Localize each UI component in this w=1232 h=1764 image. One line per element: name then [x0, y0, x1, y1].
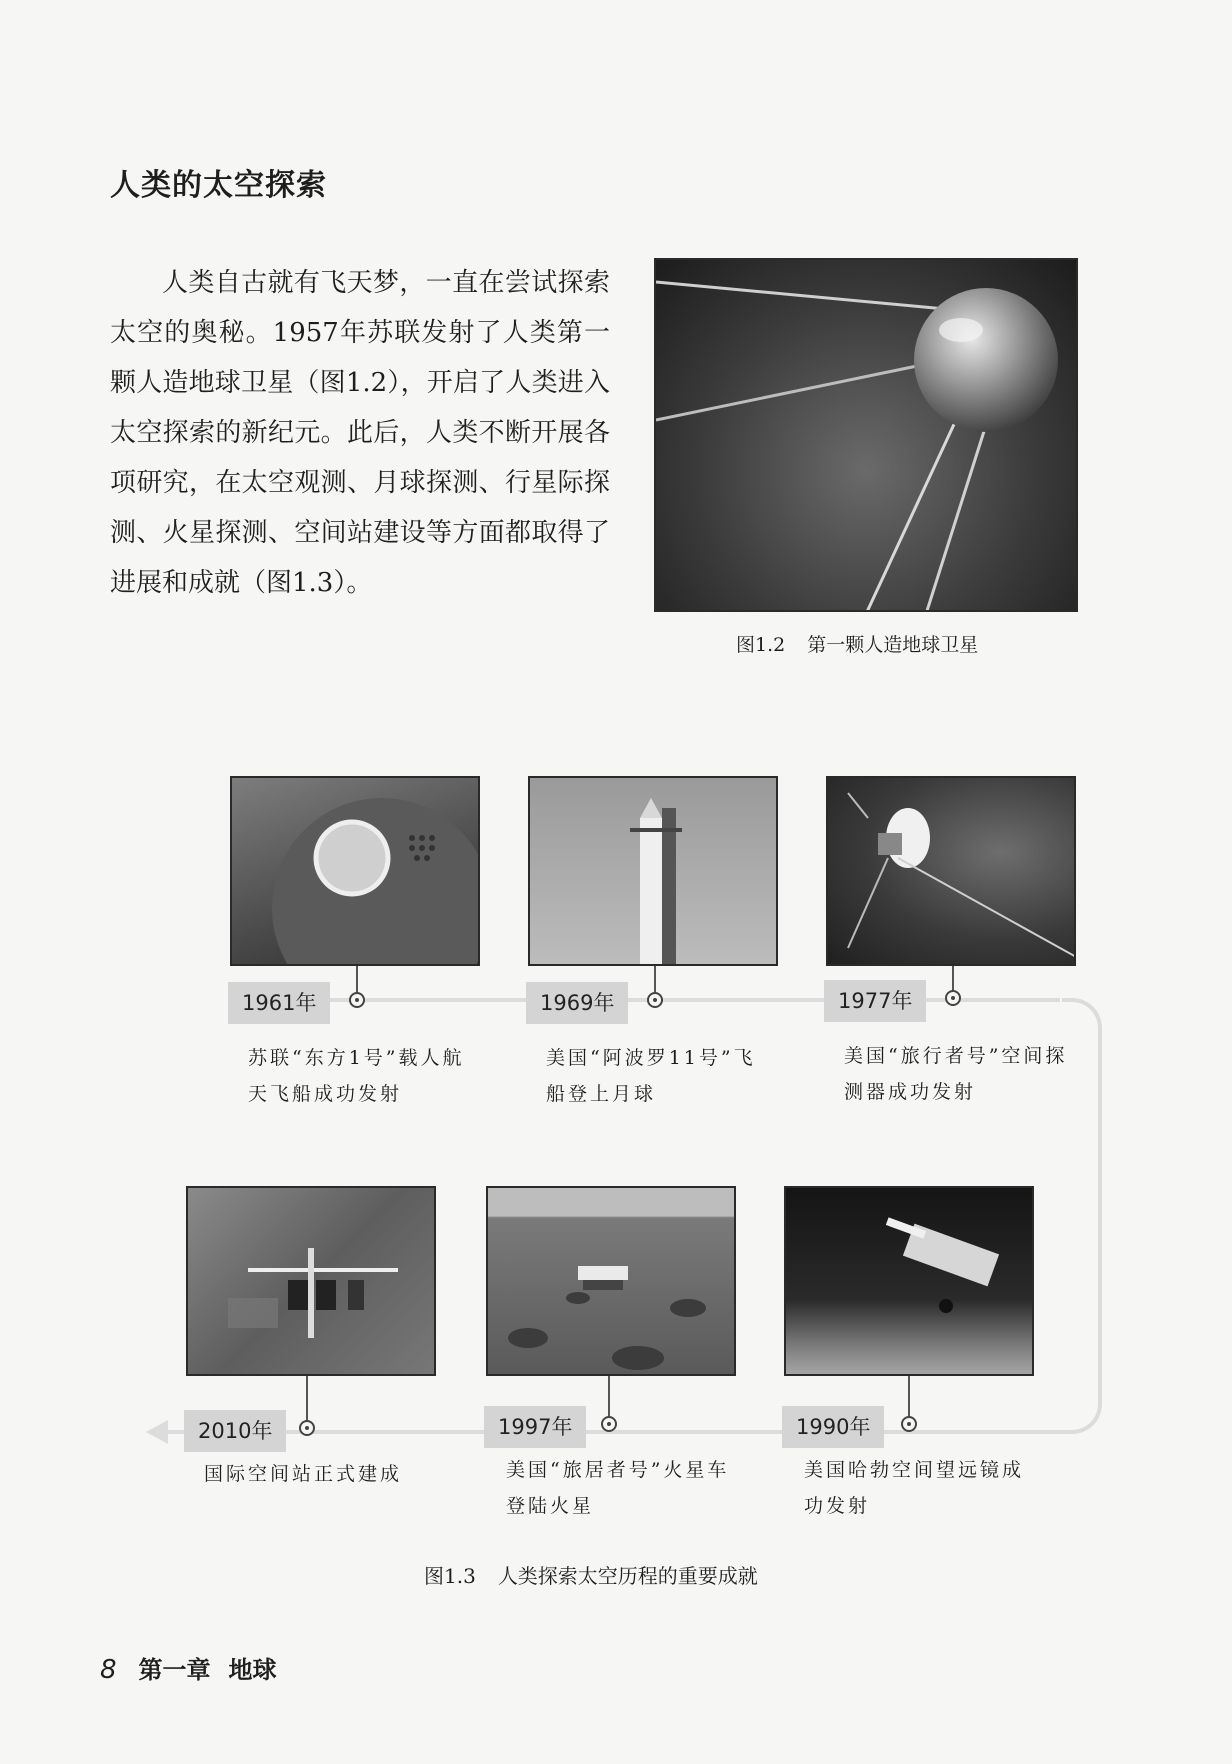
year-tag-1977: 1977年 [824, 980, 926, 1022]
capsule-illustration [232, 778, 480, 966]
figure-1-3-number: 图1.3 [424, 1564, 476, 1588]
figure-1-2-text: 第一颗人造地球卫星 [807, 634, 979, 656]
chapter-title: 地球 [228, 1656, 277, 1684]
year-tag-1990: 1990年 [782, 1406, 884, 1448]
sputnik-photo [654, 258, 1078, 612]
apollo-launch-photo [528, 776, 778, 966]
event-text-1969: 美国“阿波罗11号”飞船登上月球 [546, 1047, 756, 1105]
page-footer [100, 1650, 277, 1685]
stem-1969 [654, 966, 656, 992]
year-tag-1969: 1969年 [526, 982, 628, 1024]
event-text-1997: 美国“旅居者号”火星车登陆火星 [506, 1459, 730, 1517]
chapter-label: 第一章 [138, 1656, 211, 1684]
timeline-track-right [1098, 1034, 1102, 1394]
section-title: 人类的太空探索 [110, 168, 327, 203]
figure-1-2-caption [736, 630, 978, 657]
node-1997 [601, 1416, 617, 1432]
node-1961 [349, 992, 365, 1008]
body-paragraph: 人类自古就有飞天梦，一直在尝试探索太空的奥秘。1957年苏联发射了人类第一颗人造地球卫星（图1.2），开启了人类进入太空探索的新纪元。此后，人类不断开展各项研究，在太空观测、月球探测、行星际探测、火星探测、空间站建设等方面都取得了进展和成就（图1.3）。 [110, 268, 610, 598]
telescope-illustration [786, 1188, 1034, 1376]
sojourner-photo [486, 1186, 736, 1376]
event-text-1961: 苏联“东方1号”载人航天飞船成功发射 [248, 1047, 465, 1105]
event-text-2010: 国际空间站正式建成 [204, 1463, 403, 1485]
station-illustration [188, 1188, 436, 1376]
stem-1997 [608, 1376, 610, 1416]
node-1990 [901, 1416, 917, 1432]
event-text-1977: 美国“旅行者号”空间探测器成功发射 [844, 1045, 1068, 1103]
page-number: 8 [100, 1655, 117, 1685]
sputnik-satellite-illustration [656, 260, 1078, 612]
figure-1-2-number: 图1.2 [736, 634, 786, 656]
node-2010 [299, 1420, 315, 1436]
node-1977 [945, 990, 961, 1006]
vostok-capsule-photo [230, 776, 480, 966]
probe-illustration [828, 778, 1076, 966]
stem-1990 [908, 1376, 910, 1416]
figure-1-3-caption [424, 1560, 758, 1589]
timeline-track-corner-bottom [1062, 1394, 1102, 1434]
node-1969 [647, 992, 663, 1008]
rocket-illustration [530, 778, 778, 966]
figure-1-3-text: 人类探索太空历程的重要成就 [497, 1564, 758, 1588]
hubble-photo [784, 1186, 1034, 1376]
year-tag-2010: 2010年 [184, 1410, 286, 1452]
stem-2010 [306, 1376, 308, 1420]
rover-illustration [488, 1188, 736, 1376]
voyager-photo [826, 776, 1076, 966]
iss-photo [186, 1186, 436, 1376]
timeline-arrow-icon [146, 1420, 168, 1444]
stem-1961 [356, 966, 358, 992]
year-tag-1961: 1961年 [228, 982, 330, 1024]
timeline-track-corner-top [1062, 998, 1102, 1038]
stem-1977 [952, 966, 954, 992]
year-tag-1997: 1997年 [484, 1406, 586, 1448]
event-text-1990: 美国哈勃空间望远镜成功发射 [804, 1459, 1025, 1517]
